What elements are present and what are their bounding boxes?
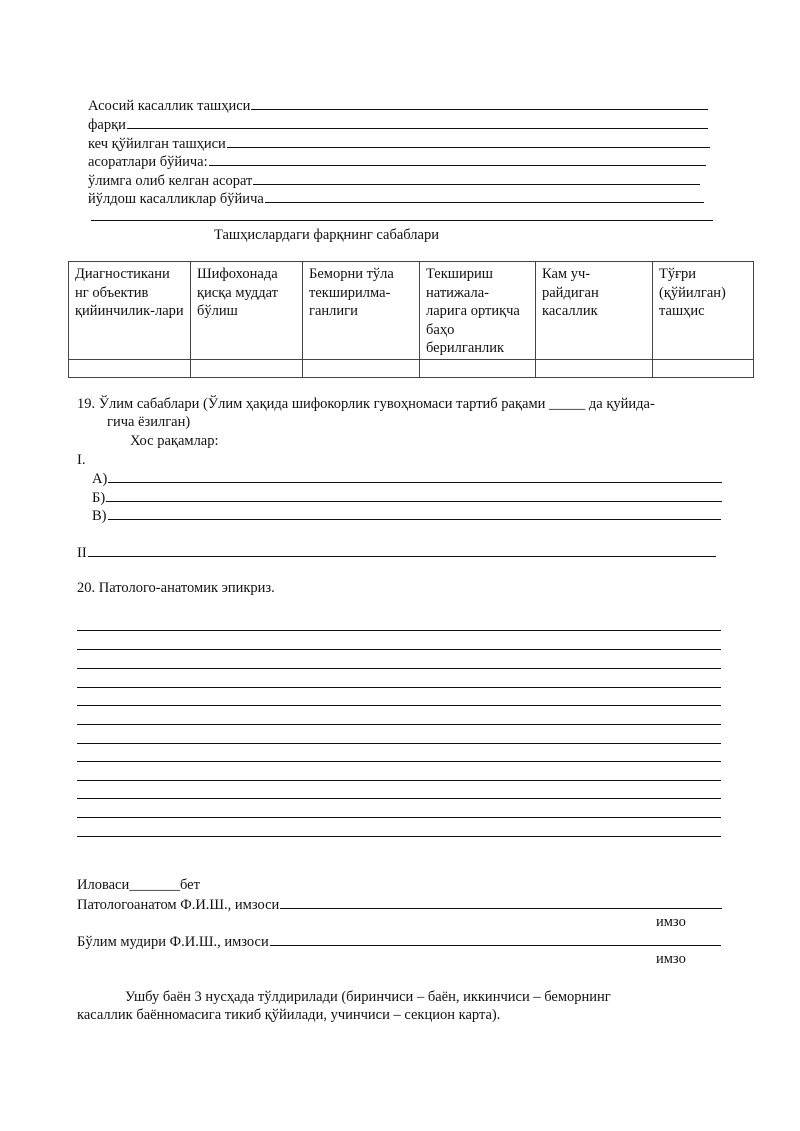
head-line[interactable] <box>270 933 721 946</box>
epicrisis-line[interactable] <box>77 724 721 725</box>
reasons-table-input-row <box>69 359 754 377</box>
footer-note-line1: Ушбу баён 3 нусҳада тўлдирилади (биринчиси – баён, иккинчиси – беморнинг <box>125 989 611 1005</box>
fatal-complication-field[interactable] <box>88 172 700 189</box>
epicrisis-line[interactable] <box>77 705 721 706</box>
cause-v-label: В) <box>92 508 107 524</box>
special-numbers-label: Хос рақамлар: <box>130 433 219 449</box>
pathologist-label: Патологоанатом Ф.И.Ш., имзоси <box>77 897 280 913</box>
head-label: Бўлим мудири Ф.И.Ш., имзоси <box>77 934 269 950</box>
late-diagnosis-label: кеч қўйилган ташҳиси <box>88 136 226 152</box>
epicrisis-line[interactable] <box>77 630 721 631</box>
difference-field[interactable] <box>88 116 708 133</box>
epicrisis-line[interactable] <box>77 817 721 818</box>
section19-heading-cont: гича ёзилган) <box>107 414 191 430</box>
cause-b-line[interactable] <box>106 489 722 502</box>
difference-label: фарқи <box>88 117 126 133</box>
table-cell[interactable] <box>653 359 754 377</box>
column-rare-disease: Кам уч-райдиган касаллик <box>536 262 653 360</box>
complications-line[interactable] <box>209 153 706 166</box>
epicrisis-line[interactable] <box>77 743 721 744</box>
roman-two-label: II <box>77 545 87 561</box>
extra-fill-line[interactable] <box>91 220 713 221</box>
column-incomplete-exam: Беморни тўла текширилма-ганлиги <box>303 262 420 360</box>
pathologist-field[interactable] <box>77 896 722 913</box>
complications-label: асоратлари бўйича: <box>88 154 208 170</box>
cause-two-line[interactable] <box>88 544 716 557</box>
section19-heading: 19. Ўлим сабаблари (Ўлим ҳақида шифокорлик гувоҳномаси тартиб рақами _____ да қуйида- <box>77 396 655 412</box>
epicrisis-line[interactable] <box>77 761 721 762</box>
complications-field[interactable] <box>88 153 706 170</box>
epicrisis-line[interactable] <box>77 836 721 837</box>
table-cell[interactable] <box>191 359 303 377</box>
cause-a-field[interactable] <box>92 470 722 487</box>
appendix-pages: Иловаси_______бет <box>77 877 200 893</box>
footer-note-line2: касаллик баённомасига тикиб қўйилади, учинчиси – секцион карта). <box>77 1007 501 1023</box>
table-cell[interactable] <box>69 359 191 377</box>
pathologist-line[interactable] <box>280 896 722 909</box>
epicrisis-line[interactable] <box>77 780 721 781</box>
reasons-title: Ташҳислардаги фарқнинг сабаблари <box>214 227 439 243</box>
roman-one-label: I. <box>77 452 86 468</box>
reasons-table <box>68 261 754 378</box>
epicrisis-line[interactable] <box>77 649 721 650</box>
fatal-complication-line[interactable] <box>253 172 700 185</box>
epicrisis-line[interactable] <box>77 668 721 669</box>
head-field[interactable] <box>77 933 721 950</box>
cause-v-field[interactable] <box>92 507 721 524</box>
epicrisis-line[interactable] <box>77 798 721 799</box>
column-objective-difficulty: Диагностикани нг объектив қийинчилик-лари <box>69 262 191 360</box>
cause-a-line[interactable] <box>108 470 722 483</box>
column-overrated-results: Текшириш натижала-ларига ортиқча баҳо берилганлик <box>420 262 536 360</box>
table-cell[interactable] <box>303 359 420 377</box>
column-correct-diagnosis: Тўғри (қўйилган) ташҳис <box>653 262 754 360</box>
main-diagnosis-field[interactable] <box>88 97 708 114</box>
column-short-stay: Шифохонада қисқа муддат бўлиш <box>191 262 303 360</box>
comorbidities-line[interactable] <box>265 190 704 203</box>
table-cell[interactable] <box>536 359 653 377</box>
table-cell[interactable] <box>420 359 536 377</box>
head-sign-caption: имзо <box>656 951 686 967</box>
comorbidities-label: йўлдош касалликлар бўйича <box>88 191 264 207</box>
section20-heading: 20. Патолого-анатомик эпикриз. <box>77 580 275 596</box>
pathologist-sign-caption: имзо <box>656 914 686 930</box>
cause-v-line[interactable] <box>108 507 722 520</box>
cause-a-label: А) <box>92 471 108 487</box>
reasons-table-header-row <box>69 262 754 360</box>
late-diagnosis-line[interactable] <box>227 135 710 148</box>
cause-b-field[interactable] <box>92 489 722 506</box>
cause-two-field[interactable] <box>77 544 716 561</box>
cause-b-label: Б) <box>92 490 106 506</box>
late-diagnosis-field[interactable] <box>88 135 710 152</box>
difference-line[interactable] <box>127 116 708 129</box>
fatal-complication-label: ўлимга олиб келган асорат <box>88 173 253 189</box>
comorbidities-field[interactable] <box>88 190 704 207</box>
epicrisis-line[interactable] <box>77 687 721 688</box>
main-diagnosis-line[interactable] <box>251 97 708 110</box>
main-diagnosis-label: Асосий касаллик ташҳиси <box>88 98 251 114</box>
